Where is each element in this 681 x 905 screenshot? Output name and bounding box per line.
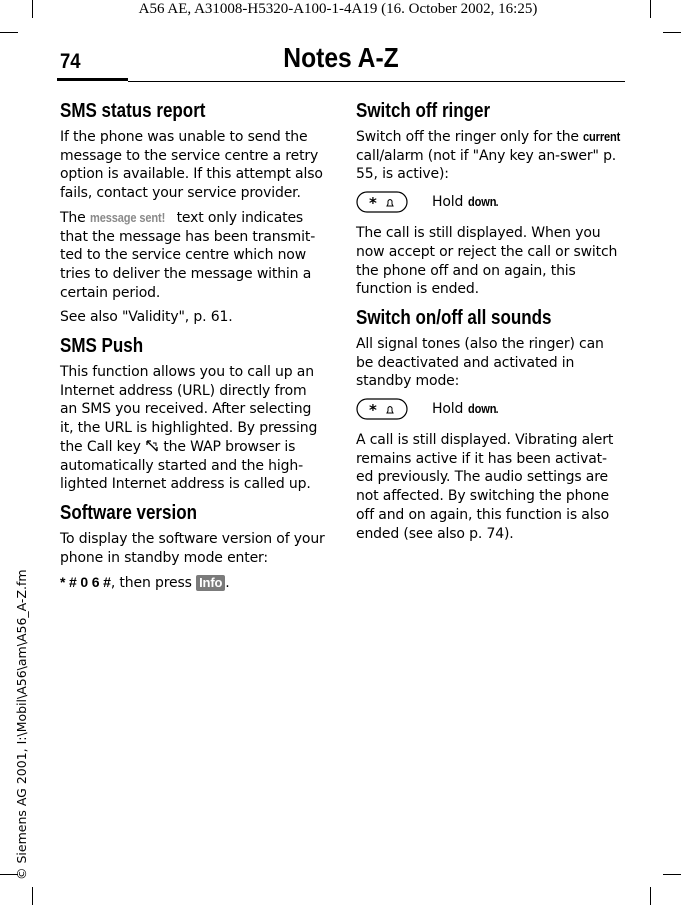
page-number: 74 <box>60 50 81 73</box>
paragraph: See also "Validity", p. 61. <box>60 309 233 326</box>
paragraph: Switch off the ringer only for the current call/alarm (not if "Any key an-swer" p. 55, is active): <box>356 129 621 183</box>
paragraph: All signal tones (also the ringer) can be deactivated and activated in standby mode: <box>356 335 604 390</box>
emphasis-term: current <box>583 129 621 144</box>
svg-text:*: * <box>369 401 377 420</box>
section-heading: Software version <box>60 501 197 524</box>
star-bell-key-icon <box>356 191 408 213</box>
page-title: Notes A-Z <box>283 42 399 73</box>
crop-mark <box>663 32 681 33</box>
section-sms-push <box>60 333 326 494</box>
paragraph: If the phone was unable to send the message to the service centre a retry option is available. If this attempt also fails, contact your service provider. <box>60 129 323 202</box>
crop-mark <box>32 887 33 905</box>
paragraph: The message sent! text only indicates that the message has been transmit-ted to the service centre which now tries to deliver the message within a certain period. <box>60 209 316 301</box>
right-column <box>356 98 622 549</box>
svg-text:*: * <box>369 194 377 213</box>
section-switch-off-ringer <box>356 98 622 299</box>
emphasis-term: down <box>467 400 496 416</box>
crop-mark <box>0 32 18 33</box>
section-sms-status-report <box>60 98 326 327</box>
key-sequence: * # 0 6 # <box>60 574 111 591</box>
paragraph: * # 0 6 #, then press Info . <box>60 574 230 592</box>
left-column <box>60 98 326 599</box>
crop-mark <box>650 887 651 905</box>
paragraph: Hold down. <box>432 193 500 210</box>
section-heading: Switch off ringer <box>356 100 491 122</box>
info-softkey: Info <box>196 575 225 591</box>
header-rule <box>128 81 625 82</box>
header-rule-thick <box>57 78 128 81</box>
paragraph: The call is still displayed. When you now accept or reject the call or switch the phone off and on again, this function is ended. <box>356 225 618 298</box>
key-instruction <box>356 397 622 421</box>
key-instruction <box>356 190 622 214</box>
crop-mark <box>663 874 681 875</box>
copyright-sidebar: © Siemens AG 2001, I:\Mobil\A56\am\A56_A-Z.fm <box>14 569 29 880</box>
display-text-term: message sent! <box>89 209 166 225</box>
paragraph: A call is still displayed. Vibrating alert remains active if it has been activat-ed previously. The audio settings are not affected. By switching the phone off and on again, this function is also ended (see also p. 74). <box>356 432 614 542</box>
star-bell-key-icon <box>356 398 408 420</box>
section-heading: SMS Push <box>60 335 144 358</box>
paragraph: To display the software version of your phone in standby mode enter: <box>60 530 325 566</box>
call-key-icon <box>145 439 159 453</box>
section-heading: Switch on/off all sounds <box>356 306 552 329</box>
section-heading: SMS status report <box>60 100 206 122</box>
paragraph: This function allows you to call up an Internet address (URL) directly from an SMS you received. After selecting it, the URL is highlighted. By pressing the Call key the WAP browser is automatically started and the high-lighted Internet address is called up. <box>60 364 318 493</box>
section-switch-all-sounds <box>356 305 622 543</box>
document-id-line: A56 AE, A31008-H5320-A100-1-4A19 (16. October 2002, 16:25) <box>138 1 538 17</box>
crop-mark <box>32 0 33 18</box>
emphasis-term: down <box>467 193 496 209</box>
section-software-version <box>60 500 326 593</box>
crop-mark <box>650 0 651 18</box>
paragraph: Hold down. <box>432 400 500 417</box>
